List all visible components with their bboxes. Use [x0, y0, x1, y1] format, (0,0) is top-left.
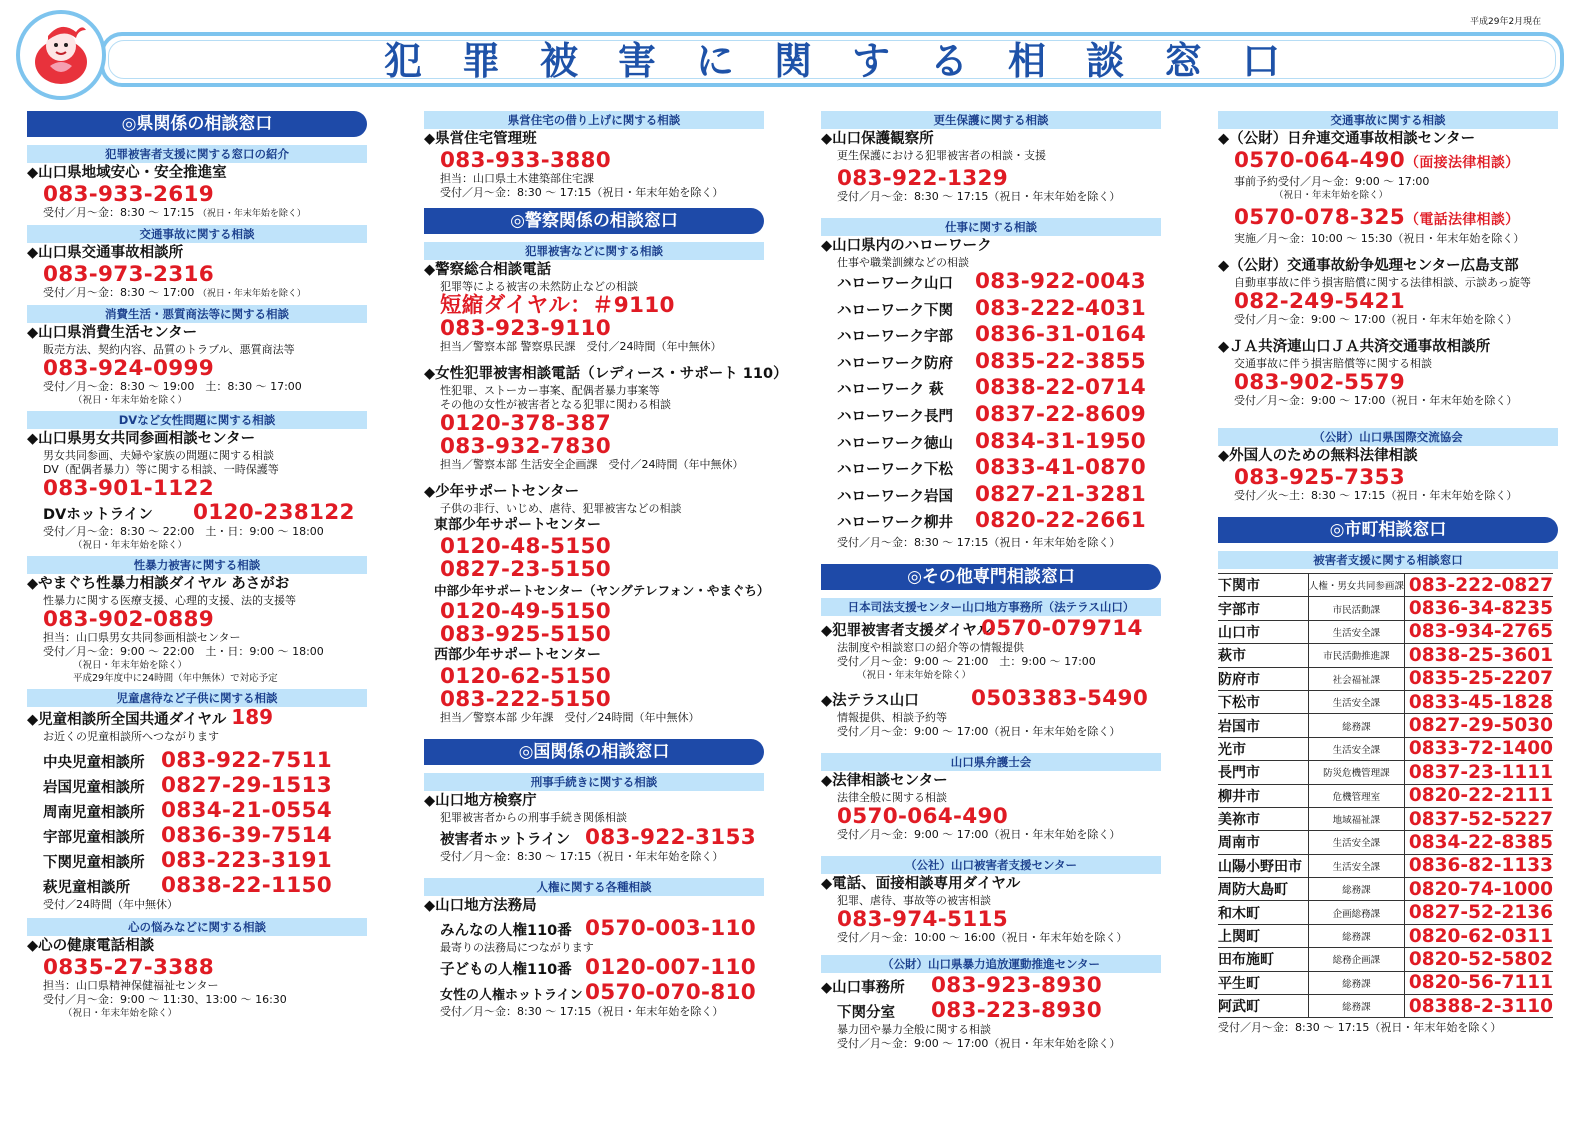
note: （祝日・年末年始を除く） [63, 1008, 178, 1019]
section-heading: ◎市町相談窓口 [1218, 517, 1558, 543]
office-row: ハローワーク山口 083-922-0043 [837, 269, 1147, 294]
staff: 担当：山口県精神保健福祉センター [43, 979, 219, 992]
phone-number[interactable]: 0836-82-1133 [1404, 854, 1553, 877]
table-row [1218, 597, 1553, 620]
office-row: ハローワーク 萩 0838-22-0714 [837, 375, 1147, 401]
hours: 受付／月～金：8:30 ～ 22:00 土・日：9:00 ～ 18:00 [43, 525, 324, 538]
municipal-table [1218, 573, 1553, 1018]
phone-number[interactable]: 083-933-3880 [440, 148, 612, 173]
phone-number[interactable]: 0120-238122 [193, 500, 355, 525]
phone-number[interactable]: 0835-22-3855 [975, 348, 1147, 374]
hotline-row: ◆犯罪被害者支援ダイヤル 0570-079714 [821, 615, 1143, 641]
sub-center: 中部少年サポートセンター（ヤングテレフォン・やまぐち） [434, 583, 770, 598]
hours: 実施／月～金：10:00 ～ 15:30（祝日・年末年始を除く） [1234, 232, 1525, 245]
hours: 受付／月～金：8:30 ～ 17:00 （祝日・年末年始を除く） [43, 286, 306, 299]
department: 総務課 [1308, 924, 1404, 947]
subsection-title: DVなど女性問題に関する相談 [27, 411, 367, 429]
office-row: 中央児童相談所 083-922-7511 [43, 748, 333, 773]
phone-number[interactable]: 083-922-7511 [161, 748, 333, 773]
phone-number[interactable]: 0570-070-810 [585, 980, 757, 1005]
phone-number[interactable]: 0827-52-2136 [1404, 901, 1553, 924]
city-name: 宇部市 [1218, 597, 1308, 620]
department: 社会福祉課 [1308, 667, 1404, 690]
hours: 受付／月～金：9:00 ～ 17:00（祝日・年末年始を除く） [837, 724, 1121, 738]
phone-number[interactable]: 0120-007-110 [585, 955, 757, 980]
office-row: ハローワーク徳山 0834-31-1950 [837, 428, 1147, 454]
phone-number[interactable]: 0570-064-490（面接法律相談） [1234, 148, 1520, 173]
hours: 事前予約受付／月～金：9:00 ～ 17:00 [1234, 175, 1430, 188]
phone-number[interactable]: 0837-23-1111 [1404, 761, 1553, 784]
entry-name: ◆心の健康電話相談 [27, 938, 155, 954]
phone-number[interactable]: 0820-62-0311 [1404, 924, 1553, 947]
subsection-title: 人権に関する各種相談 [424, 878, 764, 896]
section-heading: ◎警察関係の相談窓口 [424, 208, 764, 234]
date-label: 平成29年2月現在 [1470, 17, 1542, 27]
hours: 受付／月～金：8:30 ～ 19:00 土：8:30 ～ 17:00 [43, 380, 302, 393]
table-row [1218, 644, 1553, 667]
city-name: 下関市 [1218, 574, 1308, 597]
entry-name: ◆山口県消費生活センター [27, 325, 198, 341]
phone-number[interactable]: 0837-22-8609 [975, 401, 1147, 427]
city-name: 長門市 [1218, 761, 1308, 784]
entry-name: ◆山口保護観察所 [821, 131, 934, 147]
hours: 受付／月～金：8:30 ～ 17:15（祝日・年末年始を除く） [1218, 1021, 1502, 1035]
subsection-title: 心の悩みなどに関する相談 [27, 918, 367, 936]
note: （祝日・年末年始を除く） [1274, 190, 1389, 201]
city-name: 美祢市 [1218, 807, 1308, 830]
phone-number[interactable]: 0820-22-2111 [1404, 784, 1553, 807]
city-name: 阿武町 [1218, 995, 1308, 1018]
department: 市民活動課 [1308, 597, 1404, 620]
hours: 受付／月～金：9:00 ～ 21:00 土：9:00 ～ 17:00 [837, 654, 1096, 668]
table-row [1218, 807, 1553, 830]
city-name: 田布施町 [1218, 948, 1308, 971]
entry-name: ◆ＪＡ共済連山口ＪＡ共済交通事故相談所 [1218, 339, 1491, 355]
phone-number[interactable]: 083-973-2316 [43, 262, 215, 287]
dv-hotline-row: DVホットライン 0120-238122 [43, 500, 355, 525]
description: 暴力団や暴力全般に関する相談 [837, 1022, 991, 1036]
phone-number[interactable]: 189 [231, 705, 274, 729]
column-traffic-municipal [1218, 111, 1558, 1035]
phone-number[interactable]: 0833-41-0870 [975, 455, 1147, 481]
entry-name: ◆山口県交通事故相談所 [27, 245, 184, 261]
phone-number[interactable]: 0838-22-0714 [975, 375, 1147, 401]
entry-name: ◆やまぐち性暴力相談ダイヤル あさがお [27, 576, 290, 592]
phone-number[interactable]: 0834-21-0554 [161, 798, 333, 823]
column-other [821, 111, 1161, 1051]
phone-number[interactable]: 082-249-5421 [1234, 289, 1406, 314]
phone-number[interactable]: 083-934-2765 [1404, 620, 1553, 643]
phone-number[interactable]: 083-925-7353 [1234, 465, 1406, 490]
subsection-title: 児童虐待など子供に関する相談 [27, 689, 367, 707]
table-row [1218, 620, 1553, 643]
phone-number[interactable]: 083-922-0043 [975, 269, 1147, 294]
description: 法律全般に関する相談 [837, 790, 947, 804]
note: 平成29年度中に24時間（年中無休）で対応予定 [73, 673, 278, 684]
city-name: 柳井市 [1218, 784, 1308, 807]
department: 総務企画課 [1308, 948, 1404, 971]
entry-name: ◆（公財）交通事故紛争処理センター広島支部 [1218, 258, 1519, 274]
hours: 受付／月～金：8:30 ～ 17:15（祝日・年末年始を除く） [837, 190, 1121, 203]
phone-number[interactable]: 0570-078-325（電話法律相談） [1234, 205, 1520, 230]
office-row: 周南児童相談所 0834-21-0554 [43, 798, 333, 823]
office-row: 下関児童相談所 083-223-3191 [43, 848, 333, 873]
staff: 担当／警察本部 生活安全企画課 受付／24時間（年中無休） [440, 458, 744, 471]
city-name: 岩国市 [1218, 714, 1308, 737]
city-name: 上関町 [1218, 924, 1308, 947]
table-row [1218, 737, 1553, 760]
subsection-title: 交通事故に関する相談 [27, 225, 367, 243]
description: 犯罪被害者からの刑事手続き関係相談 [440, 811, 627, 824]
staff: 担当：山口県土木建築部住宅課 [440, 172, 594, 185]
description: DV（配偶者暴力）等に関する相談、一時保護等 [43, 463, 279, 476]
phone-number[interactable]: 083-924-0999 [43, 356, 215, 381]
phone-number[interactable]: 0835-27-3388 [43, 955, 215, 980]
phone-number[interactable]: 0835-25-2207 [1404, 667, 1553, 690]
phone-number[interactable]: 0834-22-8385 [1404, 831, 1553, 854]
city-name: 和木町 [1218, 901, 1308, 924]
entry-name: ◆電話、面接相談専用ダイヤル [821, 875, 1021, 892]
city-name: 山陽小野田市 [1218, 854, 1308, 877]
office-row: ハローワーク岩国 0827-21-3281 [837, 481, 1147, 507]
section-heading: ◎県関係の相談窓口 [27, 111, 367, 137]
table-row [1218, 667, 1553, 690]
hotline-row: 被害者ホットライン 083-922-3153 [440, 825, 757, 850]
description: その他の女性が被害者となる犯罪に関わる相談 [440, 398, 671, 411]
phone-number[interactable]: 0836-34-8235 [1404, 597, 1553, 620]
phone-number[interactable]: 0838-25-3601 [1404, 644, 1553, 667]
staff: 担当／警察本部 警察県民課 受付／24時間（年中無休） [440, 340, 722, 353]
description: 最寄りの法務局につながります [440, 941, 594, 954]
office-row: ハローワーク下関 083-222-4031 [837, 295, 1147, 321]
phone-number[interactable]: 083-902-0889 [43, 607, 215, 632]
phone-number[interactable]: 083-933-2619 [43, 182, 215, 207]
department: 生活安全課 [1308, 831, 1404, 854]
phone-number[interactable]: 0120-378-387 [440, 411, 612, 436]
subsection-title: （公財）山口県国際交流協会 [1218, 428, 1558, 446]
subsection-title: （公社）山口被害者支援センター [821, 856, 1161, 874]
hotline-row: 女性の人権ホットライン 0570-070-810 [440, 980, 757, 1005]
section-heading: ◎その他専門相談窓口 [821, 564, 1161, 590]
hours: 受付／月～金：9:00 ～ 17:00（祝日・年末年始を除く） [837, 1036, 1121, 1050]
note: （祝日・年末年始を除く） [73, 395, 188, 406]
hours: 受付／月～金：8:30 ～ 17:15（祝日・年末年始を除く） [837, 535, 1121, 549]
entry-name: ◆警察総合相談電話 [424, 262, 552, 278]
table-row [1218, 924, 1553, 947]
description: 仕事や職業訓練などの相談 [837, 256, 969, 269]
phone-number[interactable]: 0827-29-1513 [161, 773, 333, 798]
hours: 受付／火～土：8:30 ～ 17:15（祝日・年末年始を除く） [1234, 489, 1518, 502]
phone-number[interactable]: 083-223-8930 [931, 997, 1103, 1023]
table-row [1218, 784, 1553, 807]
entry-name: ◆県営住宅管理班 [424, 131, 537, 147]
page-title: 犯罪被害に関する相談窓口 [383, 39, 1320, 83]
phone-number[interactable]: 0827-21-3281 [975, 481, 1147, 507]
subsection-title: 消費生活・悪質商法等に関する相談 [27, 305, 367, 323]
hours: 受付／月～金：9:00 ～ 17:00（祝日・年末年始を除く） [1234, 313, 1518, 326]
description: 性暴力に関する医療支援、心理的支援、法的支援等 [43, 594, 296, 607]
office-row: ハローワーク防府 0835-22-3855 [837, 348, 1147, 374]
phone-number[interactable]: 0120-62-5150 [440, 664, 612, 689]
hours: 受付／月～金：9:00 ～ 17:00（祝日・年末年始を除く） [837, 827, 1121, 841]
subsection-title: 山口県弁護士会 [821, 753, 1161, 771]
office-row: 宇部児童相談所 0836-39-7514 [43, 823, 333, 848]
hours: 受付／月～金：9:00 ～ 22:00 土・日：9:00 ～ 18:00 [43, 645, 324, 658]
staff: 担当／警察本部 少年課 受付／24時間（年中無休） [440, 711, 700, 724]
staff: 担当：山口県男女共同参画相談センター [43, 631, 241, 644]
description: 法制度や相談窓口の紹介等の情報提供 [837, 640, 1024, 654]
subsection-title: 刑事手続きに関する相談 [424, 773, 764, 791]
city-name: 光市 [1218, 737, 1308, 760]
mascot-logo [16, 10, 106, 100]
city-name: 萩市 [1218, 644, 1308, 667]
entry-name: ◆女性犯罪被害相談電話（レディース・サポート 110） [424, 366, 788, 382]
entry-name: ◆外国人のための無料法律相談 [1218, 448, 1418, 464]
phone-number[interactable]: 0836-31-0164 [975, 322, 1147, 348]
table-row [1218, 878, 1553, 901]
column-prefecture [27, 111, 367, 1020]
table-row [1218, 971, 1553, 994]
phone-number[interactable]: 083-222-5150 [440, 687, 612, 712]
department: 市民活動推進課 [1308, 644, 1404, 667]
phone-number[interactable]: 0120-48-5150 [440, 534, 612, 559]
phone-number[interactable]: 0827-29-5030 [1404, 714, 1553, 737]
table-row [1218, 574, 1553, 597]
sub-center: 西部少年サポートセンター [434, 647, 602, 663]
section-heading: ◎国関係の相談窓口 [424, 739, 764, 765]
subsection-title: 性暴力被害に関する相談 [27, 556, 367, 574]
phone-number[interactable]: 0820-52-5802 [1404, 948, 1553, 971]
subsection-title: 犯罪被害者支援に関する窓口の紹介 [27, 145, 367, 163]
hotline-row: 下関分室 083-223-8930 [837, 997, 1103, 1023]
office-row: 萩児童相談所 0838-22-1150 [43, 873, 333, 898]
description: 男女共同参画、夫婦や家族の問題に関する相談 [43, 449, 274, 462]
phone-number[interactable]: 0120-49-5150 [440, 599, 612, 624]
phone-number[interactable]: 083-222-4031 [975, 295, 1147, 321]
description: 更生保護における犯罪被害者の相談・支援 [837, 149, 1046, 162]
short-dial[interactable]: 短縮ダイヤル：＃9110 [440, 293, 675, 318]
city-name: 周南市 [1218, 831, 1308, 854]
description: 情報提供、相談予約等 [837, 710, 947, 724]
phone-number[interactable]: 0827-23-5150 [440, 557, 612, 582]
department: 地域福祉課 [1308, 807, 1404, 830]
hours: 受付／月～金：8:30 ～ 17:15（祝日・年末年始を除く） [440, 850, 724, 863]
department: 総務課 [1308, 995, 1404, 1018]
note: （祝日・年末年始を除く） [857, 669, 972, 681]
department: 総務課 [1308, 878, 1404, 901]
city-name: 防府市 [1218, 667, 1308, 690]
description: お近くの児童相談所へつながります [43, 730, 219, 743]
column-police-national [424, 111, 788, 1019]
phone-number[interactable]: 083-923-8930 [931, 972, 1103, 998]
hours: 受付／月～金：8:30 ～ 17:15 （祝日・年末年始を除く） [43, 206, 306, 219]
entry-name: ◆山口地方検察庁 [424, 793, 537, 809]
description: 自動車事故に伴う損害賠償に関する法律相談、示談あっ旋等 [1234, 276, 1531, 289]
phone-number[interactable]: 0820-74-1000 [1404, 878, 1553, 901]
phone-number[interactable]: 083-923-9110 [440, 316, 612, 341]
office-row: ハローワーク柳井 0820-22-2661 [837, 508, 1147, 534]
phone-number[interactable]: 083-922-1329 [837, 166, 1009, 191]
phone-number[interactable]: 0837-52-5227 [1404, 807, 1553, 830]
phone-number[interactable]: 083-922-3153 [585, 825, 757, 850]
department: 危機管理室 [1308, 784, 1404, 807]
phone-number[interactable]: 083-222-0827 [1404, 574, 1553, 597]
table-row [1218, 948, 1553, 971]
phone-number[interactable]: 083-925-5150 [440, 622, 612, 647]
entry-name: ◆山口地方法務局 [424, 898, 537, 914]
hours: 受付／24時間（年中無休） [43, 898, 178, 911]
hotline-row: 子どもの人権110番 0120-007-110 [440, 955, 757, 980]
hours: 受付／月～金：10:00 ～ 16:00（祝日・年末年始を除く） [837, 930, 1128, 944]
department: 生活安全課 [1308, 854, 1404, 877]
phone-number[interactable]: 0820-56-7111 [1404, 971, 1553, 994]
office-row: ハローワーク長門 0837-22-8609 [837, 401, 1147, 427]
phone-number[interactable]: 0570-079714 [981, 615, 1143, 641]
entry-name: ◆少年サポートセンター [424, 484, 580, 500]
entry-name: ◆（公財）日弁連交通事故相談センター [1218, 131, 1476, 147]
phone-number[interactable]: 0833-45-1828 [1404, 690, 1553, 713]
phone-number[interactable]: 0820-22-2661 [975, 508, 1147, 534]
sub-center: 東部少年サポートセンター [434, 517, 602, 533]
department: 総務課 [1308, 971, 1404, 994]
description: 交通事故に伴う損害賠償等に関する相談 [1234, 357, 1432, 370]
subsection-title: 犯罪被害などに関する相談 [424, 242, 764, 260]
entry-name: ◆山口県男女共同参画相談センター [27, 431, 256, 447]
phone-number[interactable]: 08388-2-3110 [1404, 995, 1553, 1018]
phone-number[interactable]: 083-223-3191 [161, 848, 333, 873]
phone-number[interactable]: 0836-39-7514 [161, 823, 333, 848]
subsection-title: 被害者支援に関する相談窓口 [1218, 551, 1558, 569]
description: 性犯罪、ストーカー事案、配偶者暴力事案等 [440, 384, 660, 397]
subsection-title: 更生保護に関する相談 [821, 111, 1161, 129]
hotline-row: みんなの人権110番 0570-003-110 [440, 916, 757, 941]
description: 子供の非行、いじめ、虐待、犯罪被害などの相談 [440, 502, 682, 515]
entry-name: ◆児童相談所全国共通ダイヤル 189 [27, 705, 274, 729]
hotline-row: ◆法テラス山口 0503383-5490 [821, 685, 1149, 711]
hours: 受付／月～金：9:00 ～ 17:00（祝日・年末年始を除く） [1234, 394, 1518, 407]
description: 犯罪等による被害の未然防止などの相談 [440, 280, 638, 293]
office-row: ハローワーク下松 0833-41-0870 [837, 455, 1147, 481]
hotline-row: ◆山口事務所 083-923-8930 [821, 972, 1103, 998]
description: 販売方法、契約内容、品質のトラブル、悪質商法等 [43, 343, 295, 356]
phone-number[interactable]: 0833-72-1400 [1404, 737, 1553, 760]
note: （祝日・年末年始を除く） [73, 540, 188, 551]
department: 防災危機管理課 [1308, 761, 1404, 784]
note: （祝日・年末年始を除く） [73, 660, 188, 671]
entry-name: ◆山口県地域安心・安全推進室 [27, 165, 227, 181]
city-name: 平生町 [1218, 971, 1308, 994]
phone-number[interactable]: 083-901-1122 [43, 476, 215, 501]
subsection-title: （公財）山口県暴力追放運動推進センター [821, 955, 1161, 973]
hours: 受付／月～金：8:30 ～ 17:15（祝日・年末年始を除く） [440, 1005, 724, 1018]
table-row [1218, 831, 1553, 854]
subsection-title: 県営住宅の借り上げに関する相談 [424, 111, 764, 129]
department: 生活安全課 [1308, 690, 1404, 713]
department: 生活安全課 [1308, 620, 1404, 643]
phone-number[interactable]: 083-902-5579 [1234, 370, 1406, 395]
phone-number[interactable]: 0838-22-1150 [161, 873, 333, 898]
table-row [1218, 901, 1553, 924]
department: 総務課 [1308, 714, 1404, 737]
city-name: 周防大島町 [1218, 878, 1308, 901]
phone-number[interactable]: 0503383-5490 [971, 685, 1149, 711]
hours: 受付／月～金：8:30 ～ 17:15（祝日・年末年始を除く） [440, 186, 724, 199]
phone-number[interactable]: 0834-31-1950 [975, 428, 1147, 454]
hours: 受付／月～金：9:00 ～ 11:30、13:00 ～ 16:30 [43, 993, 287, 1006]
entry-name: ◆法律相談センター [821, 772, 948, 789]
table-row [1218, 761, 1553, 784]
table-row [1218, 995, 1553, 1018]
office-row: 岩国児童相談所 0827-29-1513 [43, 773, 333, 798]
city-name: 下松市 [1218, 690, 1308, 713]
office-row: ハローワーク宇部 0836-31-0164 [837, 322, 1147, 348]
table-row [1218, 854, 1553, 877]
phone-number[interactable]: 0570-064-490 [837, 803, 1009, 829]
subsection-title: 日本司法支援センター山口地方事務所（法テラス山口） [821, 598, 1161, 616]
table-row [1218, 714, 1553, 737]
phone-number[interactable]: 083-974-5115 [837, 906, 1009, 932]
city-name: 山口市 [1218, 620, 1308, 643]
description: 犯罪、虐待、事故等の被害相談 [837, 893, 991, 907]
entry-name: ◆山口県内のハローワーク [821, 238, 992, 254]
phone-number[interactable]: 0570-003-110 [585, 916, 757, 941]
subsection-title: 仕事に関する相談 [821, 218, 1161, 236]
phone-number[interactable]: 083-932-7830 [440, 434, 612, 459]
department: 企画総務課 [1308, 901, 1404, 924]
department: 人権・男女共同参画課 [1308, 574, 1404, 597]
subsection-title: 交通事故に関する相談 [1218, 111, 1558, 129]
table-row [1218, 690, 1553, 713]
department: 生活安全課 [1308, 737, 1404, 760]
